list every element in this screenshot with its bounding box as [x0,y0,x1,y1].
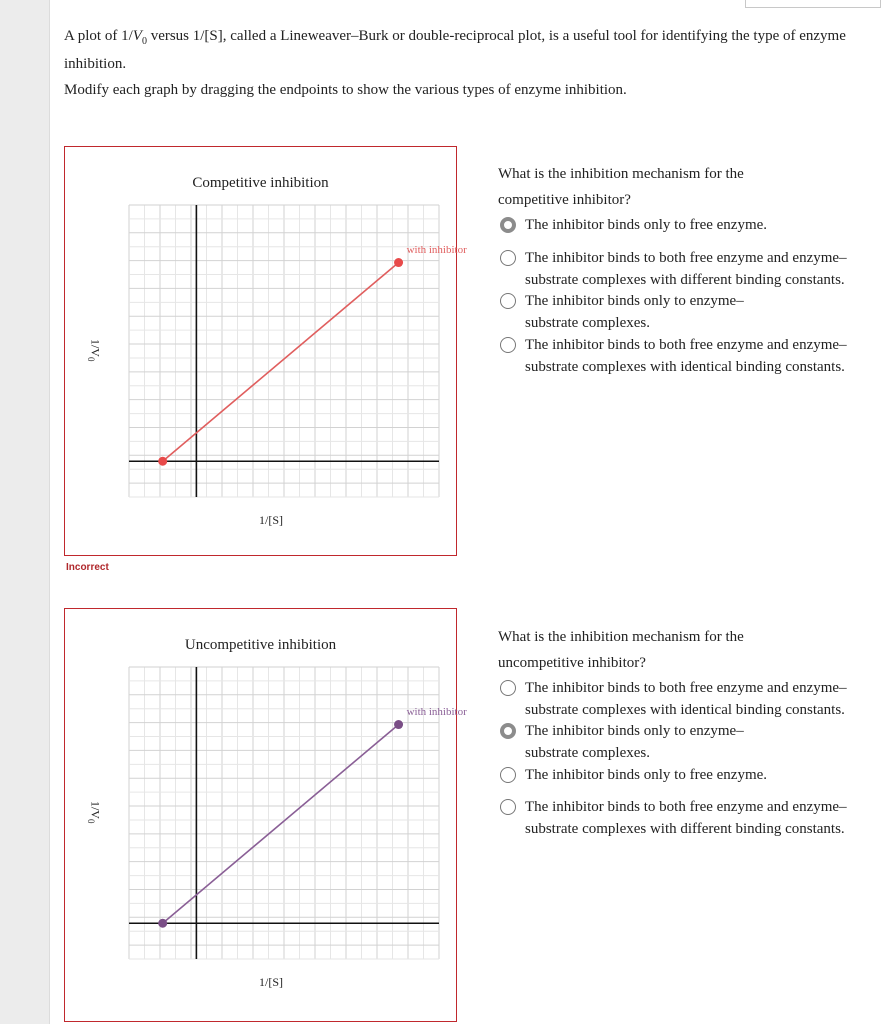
series-label: with inhibitor [406,243,467,256]
option-text: substrate complexes with identical binding constants. [525,359,845,375]
start-point-handle[interactable] [158,919,167,928]
uncompetitive-graph-plot[interactable] [65,609,456,1021]
option-text: substrate complexes with identical binding constants. [525,702,845,718]
option-text: The inhibitor binds only to enzyme– [525,293,744,309]
radio-button[interactable] [500,337,516,353]
start-point-handle[interactable] [158,457,167,466]
option-text: The inhibitor binds to both free enzyme and enzyme– [525,337,847,353]
x-axis-label: 1/[S] [259,975,283,989]
competitive-graph-plot[interactable] [65,147,456,555]
option-text: substrate complexes with different binding constants. [525,821,845,837]
question-line-2: competitive inhibitor? [498,192,631,208]
competitive-graph-panel [64,146,467,556]
end-point-handle[interactable] [394,258,403,267]
option-text: The inhibitor binds to both free enzyme and enzyme– [525,680,847,696]
radio-button[interactable] [500,767,516,783]
radio-button[interactable] [500,723,516,739]
graph-title: Uncompetitive inhibition [184,637,337,653]
radio-button[interactable] [500,680,516,696]
graph-title: Competitive inhibition [192,175,329,191]
option-text: The inhibitor binds to both free enzyme and enzyme– [525,799,847,815]
radio-button[interactable] [500,293,516,309]
intro-paragraph-1: A plot of $1/V_0$ versus 1/[S], called a Lineweaver–Burk or double-reciprocal plot, is a useful tool for identifying the type of enzyme inhibition. [64,28,846,72]
option-text: substrate complexes. [525,315,650,331]
y-axis-label: $1/V_0$ [86,800,103,824]
radio-button[interactable] [500,217,516,233]
radio-button[interactable] [500,250,516,266]
series-line [163,725,399,924]
x-axis-label: 1/[S] [259,513,283,527]
option-text: The inhibitor binds only to free enzyme. [525,217,768,233]
series-line [163,263,399,462]
option-text: substrate complexes. [525,745,650,761]
question-line-1: What is the inhibition mechanism for the [498,166,744,182]
intro-paragraph-2: Modify each graph by dragging the endpoints to show the various types of enzyme inhibition. [64,82,627,98]
question-uncompetitive [498,624,858,676]
top-action-button[interactable] [745,0,881,8]
y-axis-label: $1/V_0$ [86,338,103,362]
option-text: The inhibitor binds to both free enzyme and enzyme– [525,250,847,266]
series-label: with inhibitor [406,705,467,718]
question-line-1: What is the inhibition mechanism for the [498,629,744,645]
option-text: The inhibitor binds only to enzyme– [525,723,744,739]
end-point-handle[interactable] [394,720,403,729]
option-text: The inhibitor binds only to free enzyme. [525,767,768,783]
option-text: substrate complexes with different binding constants. [525,272,845,288]
question-line-2: uncompetitive inhibitor? [498,655,646,671]
question-competitive [498,161,858,213]
uncompetitive-graph-panel [64,608,467,1022]
feedback-incorrect: Incorrect [66,562,109,573]
radio-button[interactable] [500,799,516,815]
